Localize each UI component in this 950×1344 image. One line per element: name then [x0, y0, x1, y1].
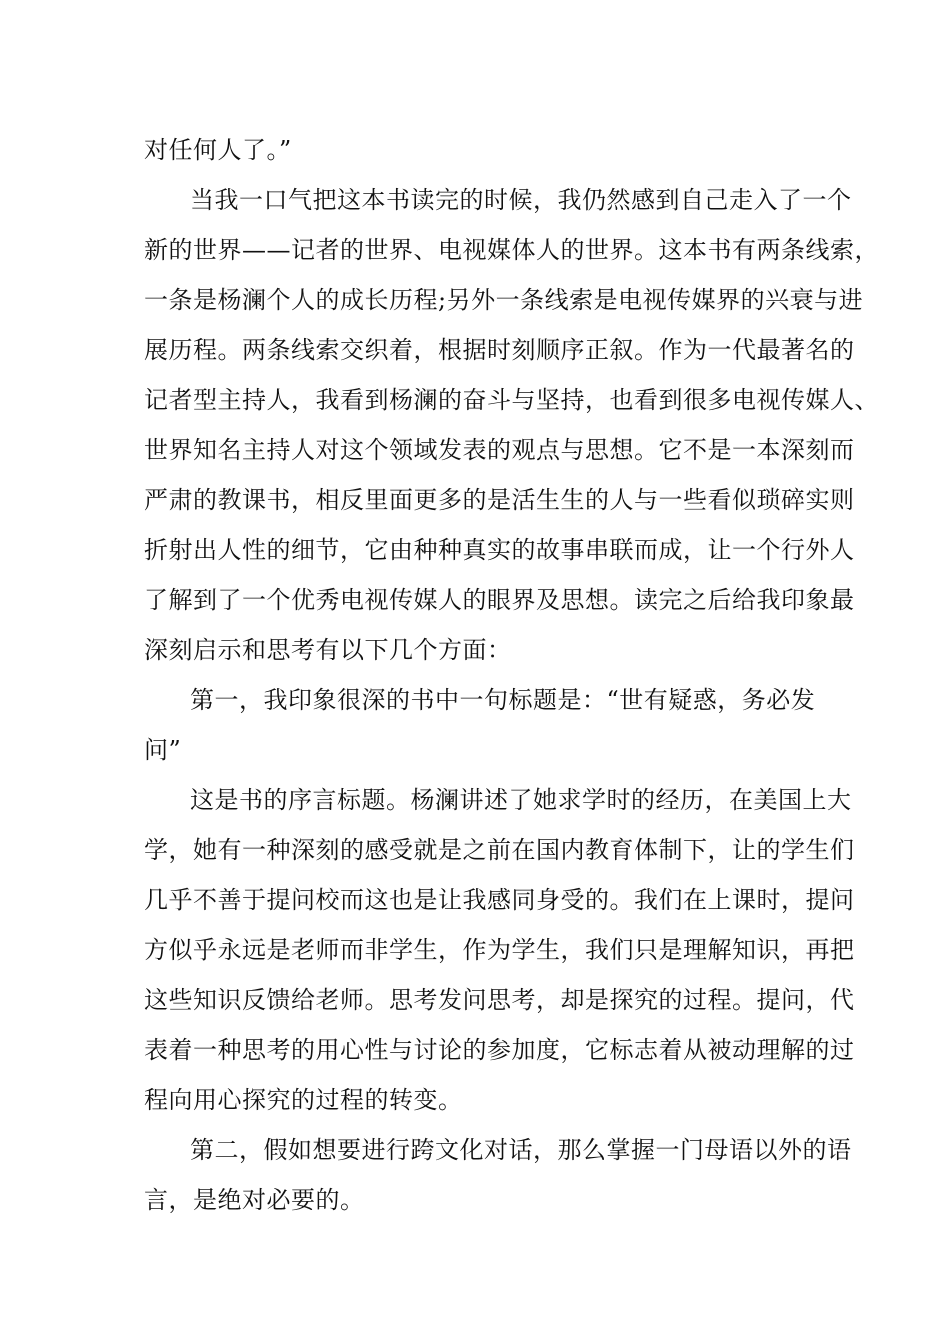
text-line: 方似乎永远是老师而非学生，作为学生，我们只是理解知识，再把	[144, 936, 855, 964]
text-line: 言，是绝对必要的。	[144, 1186, 365, 1214]
text-line: 新的世界——记者的世界、电视媒体人的世界。这本书有两条线索，	[144, 236, 879, 264]
text-line: 问”	[144, 736, 182, 764]
text-line: 表着一种思考的用心性与讨论的参加度，它标志着从被动理解的过	[144, 1036, 855, 1064]
paragraph-start-line: 第二，假如想要进行跨文化对话，那么掌握一门母语以外的语	[190, 1136, 852, 1164]
text-line: 对任何人了。”	[144, 136, 292, 164]
text-line: 记者型主持人，我看到杨澜的奋斗与坚持，也看到很多电视传媒人、	[144, 386, 879, 414]
text-line: 严肃的教课书，相反里面更多的是活生生的人与一些看似琐碎实则	[144, 486, 855, 514]
text-line: 展历程。两条线索交织着，根据时刻顺序正叙。作为一代最著名的	[144, 336, 855, 364]
text-line: 学，她有一种深刻的感受就是之前在国内教育体制下，让的学生们	[144, 836, 855, 864]
text-line: 深刻启示和思考有以下几个方面：	[144, 636, 512, 664]
text-line: 一条是杨澜个人的成长历程;另外一条线索是电视传媒界的兴衰与进	[144, 286, 864, 314]
text-line: 了解到了一个优秀电视传媒人的眼界及思想。读完之后给我印象最	[144, 586, 855, 614]
text-line: 这些知识反馈给老师。思考发问思考，却是探究的过程。提问，代	[144, 986, 855, 1014]
text-line: 世界知名主持人对这个领域发表的观点与思想。它不是一本深刻而	[144, 436, 855, 464]
text-line: 程向用心探究的过程的转变。	[144, 1086, 463, 1114]
paragraph-start-line: 第一，我印象很深的书中一句标题是：“世有疑惑，务必发	[190, 686, 816, 714]
text-line: 折射出人性的细节，它由种种真实的故事串联而成，让一个行外人	[144, 536, 855, 564]
paragraph-start-line: 这是书的序言标题。杨澜讲述了她求学时的经历，在美国上大	[190, 786, 852, 814]
paragraph-start-line: 当我一口气把这本书读完的时候，我仍然感到自己走入了一个	[190, 186, 852, 214]
text-line: 几乎不善于提问校而这也是让我感同身受的。我们在上课时，提问	[144, 886, 855, 914]
